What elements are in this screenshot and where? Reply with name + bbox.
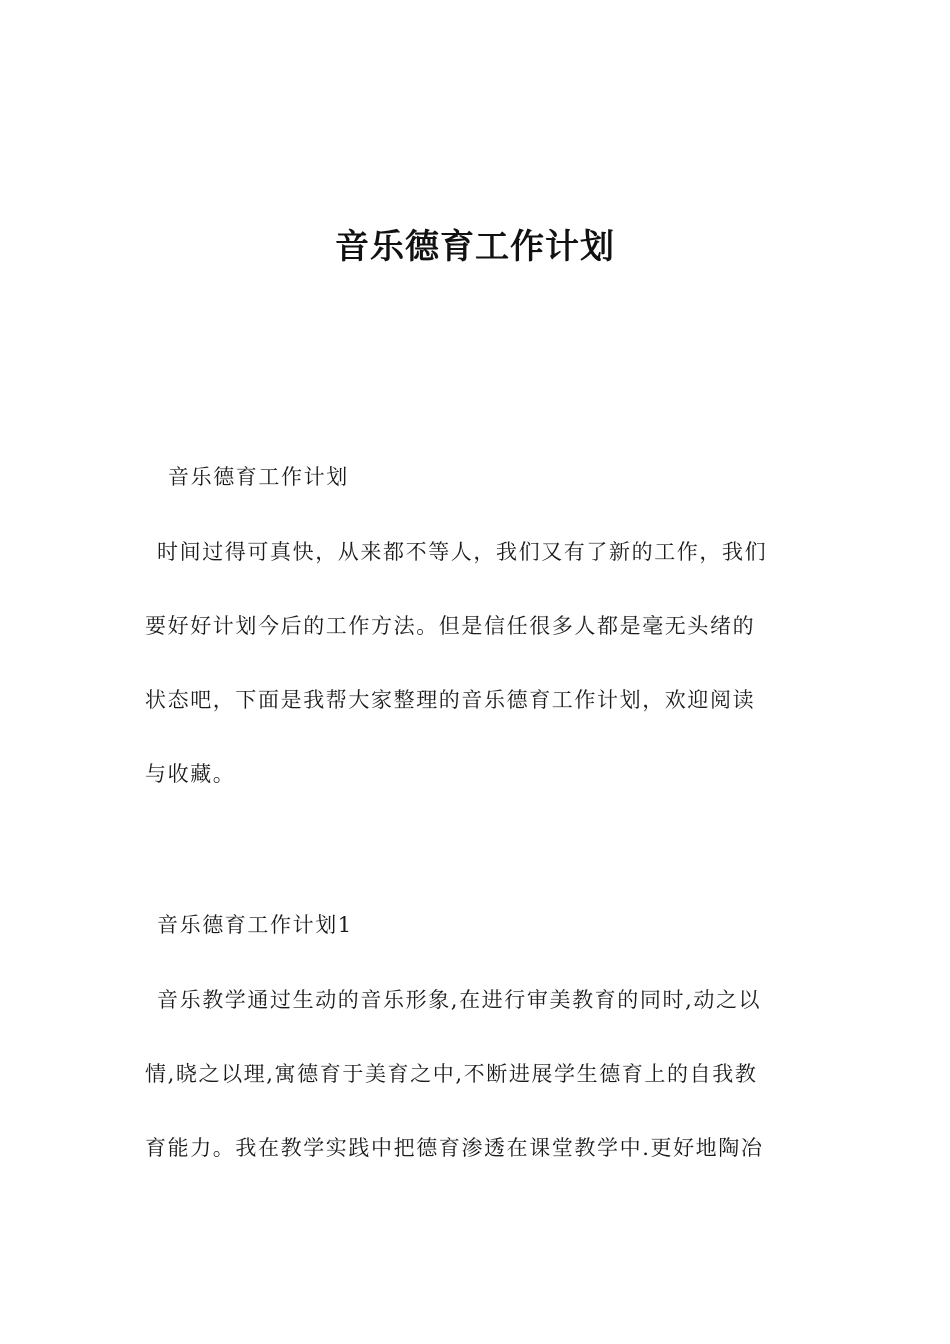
section-line-1: 音乐教学通过生动的音乐形象,在进行审美教育的同时,动之以 xyxy=(157,988,762,1012)
intro-line-3: 状态吧，下面是我帮大家整理的音乐德育工作计划，欢迎阅读 xyxy=(145,688,756,712)
document-subtitle: 音乐德育工作计划 xyxy=(168,465,349,489)
intro-line-2: 要好好计划今后的工作方法。但是信任很多人都是毫无头绪的 xyxy=(145,614,756,638)
intro-line-4: 与收藏。 xyxy=(145,762,236,786)
document-title: 音乐德育工作计划 xyxy=(335,227,615,267)
intro-line-1: 时间过得可真快，从来都不等人，我们又有了新的工作，我们 xyxy=(157,540,768,564)
section-line-3: 育能力。我在教学实践中把德育渗透在课堂教学中.更好地陶冶 xyxy=(145,1136,764,1160)
section-line-2: 情,晓之以理,寓德育于美育之中,不断进展学生德育上的自我教 xyxy=(145,1062,758,1086)
section-heading: 音乐德育工作计划1 xyxy=(157,913,353,937)
